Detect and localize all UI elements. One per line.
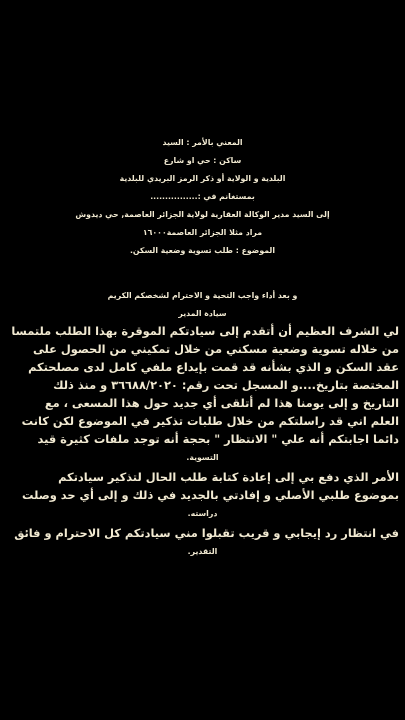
body-p2-line-3: دراسته. [187,509,218,518]
body-p1-line-7: دائما اجابتكم أنه علي " الانتظار " بحجة أنه توجد ملفات كثيرة قيد [37,432,399,446]
body-p1-line-8: التسوية. [186,453,219,462]
greeting-line: و بعد أداء واجب التحية و الاحترام لشخصكم الكريم [107,291,298,300]
addressee-line-2: مراد مثلا الجزائر العاصمة١٦٠٠٠ [142,228,263,237]
body-p1-line-6: العلم اني قد راسلتكم من خلال طلبات تذكير في الموضوع لكن كانت [21,414,399,428]
subject-line: الموضوع : طلب تسوية وضعية السكن. [129,246,276,255]
body-p2-line-2: بموضوع طلبي الأصلي و إفادتي بالجديد في ذلك و إلى أي حد وصلت [22,488,399,502]
body-p1-line-4: المختصة بتاريخ....و المسجل تحت رقم: ٣٦٦٨٨/٢٠٢٠ و منذ ذلك [53,378,399,392]
body-p3-line-1: في انتظار رد إيجابي و قريب تقبلوا مني سيادتكم كل الاحترام و فائق [14,526,399,540]
body-p1-line-5: التاريخ و إلى يومنا هذا لم أتلقى أي جديد حول هذا المسعى ، مع [44,396,399,410]
municipality-line: البلدية و الولاية أو ذكر الرمز البريدي للبلدية [119,174,286,183]
body-p2-line-1: الأمر الذي دفع بي إلى إعادة كتابة طلب الحال لتذكير سيادتكم [58,470,399,484]
address-line: ساكن : حي او شارع [163,156,242,165]
recipient-line: المعني بالأمر : السيد [162,138,243,147]
body-p3-line-2: التقدير. [187,547,218,556]
addressee-line-1: إلى السيد مدير الوكالة العقارية لولاية الجزائر العاصمة, حي ديدوش [75,210,330,219]
body-p1-line-2: من خلاله تسوية وضعية مسكني من خلال تمكيني من الحصول على [32,342,399,356]
place-date-line: بمستغانم في :................ [150,192,255,201]
salutation-line: سيادة المدير [178,309,227,318]
body-p1-line-3: عقد السكن و الذي بشأنه قد قمت بإيداع ملفي كامل لدى مصلحتكم [28,360,399,374]
body-p1-line-1: لي الشرف العظيم أن أتقدم إلى سيادتكم الموقرة بهذا الطلب ملتمسا [11,324,399,338]
